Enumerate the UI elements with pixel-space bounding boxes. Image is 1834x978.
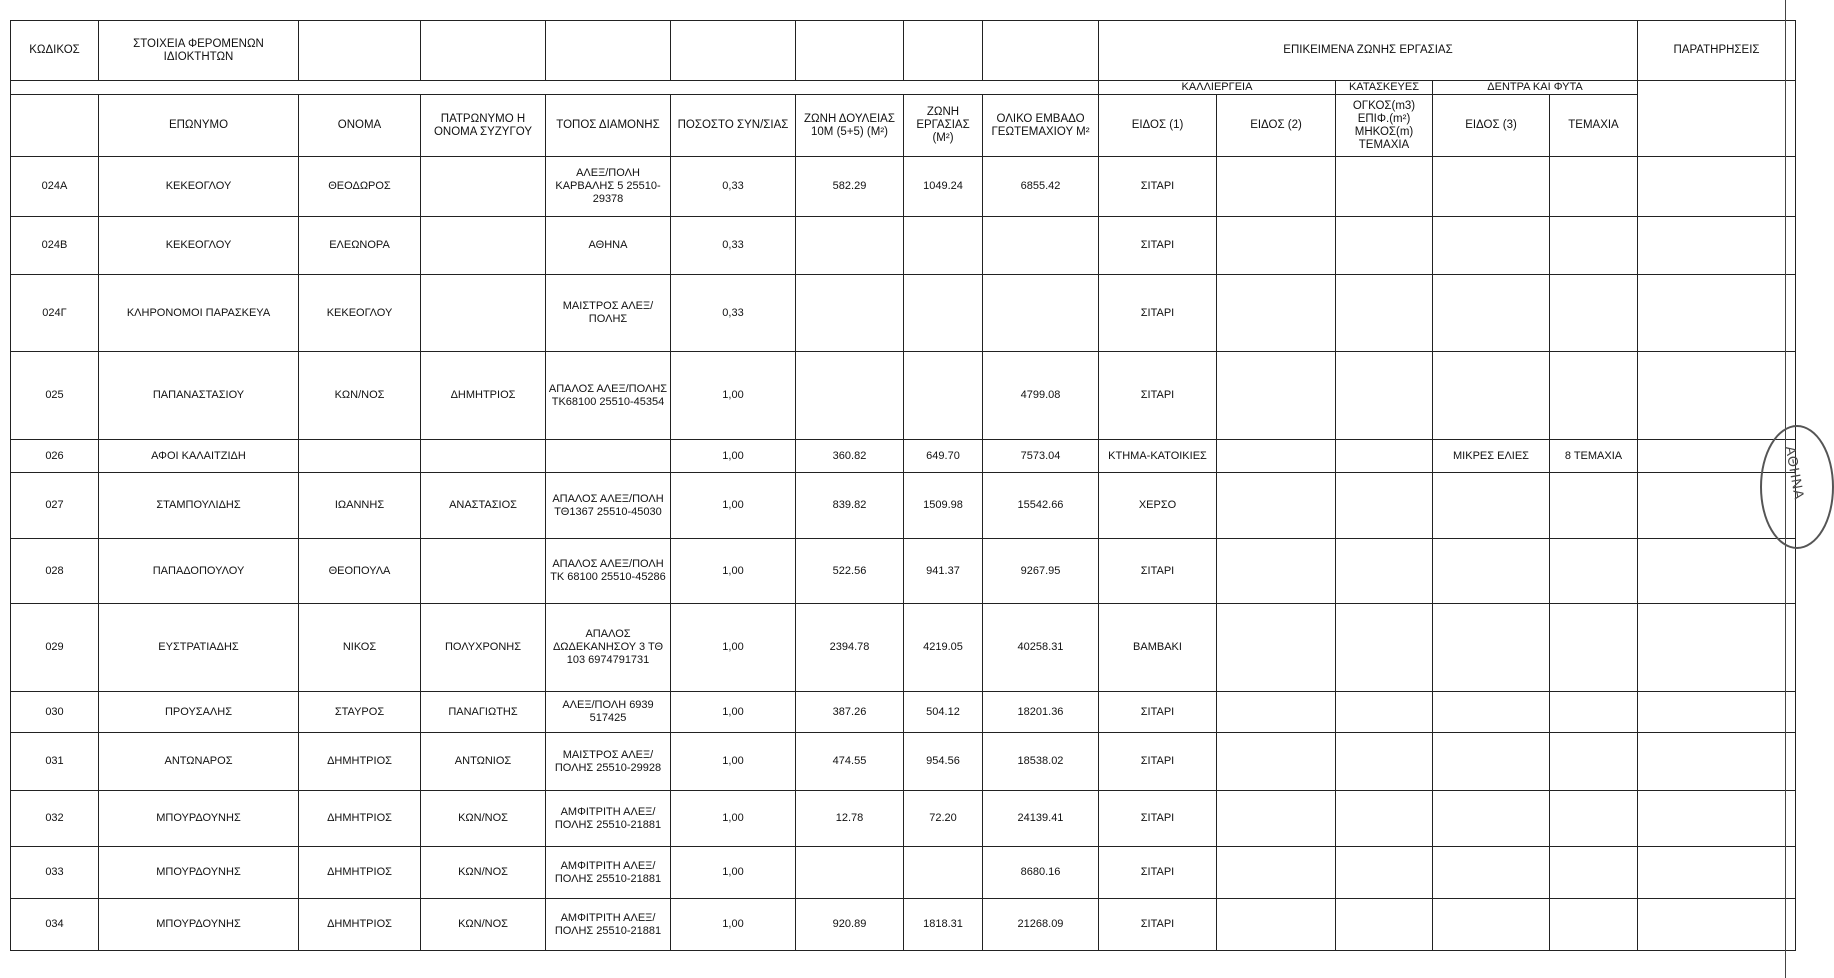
- cell-surname: ΣΤΑΜΠΟΥΛΙΔΗΣ: [99, 473, 299, 539]
- cell-residence: ΑΠΑΛΟΣ ΑΛΕΞ/ΠΟΛΗΣ ΤΚ68100 25510-45354: [546, 352, 671, 440]
- cell-residence: ΑΜΦΙΤΡΙΤΗ ΑΛΕΞ/ΠΟΛΗΣ 25510-21881: [546, 791, 671, 847]
- cell-kind-2: [1217, 157, 1336, 217]
- cell-code: 025: [11, 352, 99, 440]
- cell-share: 1,00: [671, 473, 796, 539]
- cell-remarks: [1638, 692, 1796, 733]
- cell-total-area: 8680.16: [983, 847, 1099, 899]
- cell-work-zone: 954.56: [904, 733, 983, 791]
- cell-kind-1: ΣΙΤΑΡΙ: [1099, 733, 1217, 791]
- cell-residence: ΑΘΗΝΑ: [546, 217, 671, 275]
- cell-volume: [1336, 604, 1433, 692]
- cell-work-zone: [904, 352, 983, 440]
- cell-kind-3: [1433, 604, 1550, 692]
- cell-total-area: 4799.08: [983, 352, 1099, 440]
- cell-remarks: [1638, 275, 1796, 352]
- cell-volume: [1336, 352, 1433, 440]
- cell-kind-2: [1217, 275, 1336, 352]
- cell-pieces: 8 ΤΕΜΑΧΙΑ: [1550, 440, 1638, 473]
- cell-volume: [1336, 157, 1433, 217]
- table-row: [11, 791, 1796, 847]
- table-row: [11, 217, 1796, 275]
- cell-total-area: 18538.02: [983, 733, 1099, 791]
- property-table-sheet: [10, 20, 1796, 951]
- cell-work-zone-10m: 474.55: [796, 733, 904, 791]
- cell-residence: ΑΜΦΙΤΡΙΤΗ ΑΛΕΞ/ΠΟΛΗΣ 25510-21881: [546, 847, 671, 899]
- header-structures: ΚΑΤΑΣΚΕΥΕΣ: [1336, 81, 1433, 95]
- cell-total-area: [983, 217, 1099, 275]
- cell-work-zone-10m: 522.56: [796, 539, 904, 604]
- cell-volume: [1336, 275, 1433, 352]
- cell-work-zone: 1049.24: [904, 157, 983, 217]
- cell-volume: [1336, 899, 1433, 951]
- cell-work-zone: [904, 217, 983, 275]
- cell-total-area: 6855.42: [983, 157, 1099, 217]
- cell-work-zone-10m: 2394.78: [796, 604, 904, 692]
- cell-residence: ΑΠΑΛΟΣ ΔΩΔΕΚΑΝΗΣΟΥ 3 ΤΘ 103 6974791731: [546, 604, 671, 692]
- cell-code: 026: [11, 440, 99, 473]
- cell-kind-3: [1433, 539, 1550, 604]
- cell-code: 031: [11, 733, 99, 791]
- cell-residence: ΑΛΕΞ/ΠΟΛΗ ΚΑΡΒΑΛΗΣ 5 25510-29378: [546, 157, 671, 217]
- cell-code: 029: [11, 604, 99, 692]
- cell-work-zone: [904, 847, 983, 899]
- cell-name: ΘΕΟΔΩΡΟΣ: [299, 157, 421, 217]
- header-work-zone: ΖΩΝΗ ΕΡΓΑΣΙΑΣ (Μ²): [904, 95, 983, 157]
- cell-work-zone-10m: 920.89: [796, 899, 904, 951]
- cell-code: 028: [11, 539, 99, 604]
- cell-surname: ΠΑΠΑΝΑΣΤΑΣΙΟΥ: [99, 352, 299, 440]
- cell-work-zone: [904, 275, 983, 352]
- cell-volume: [1336, 539, 1433, 604]
- cell-pieces: [1550, 791, 1638, 847]
- cell-share: 1,00: [671, 733, 796, 791]
- cell-kind-3: [1433, 733, 1550, 791]
- cell-share: 1,00: [671, 604, 796, 692]
- cell-work-zone: 1509.98: [904, 473, 983, 539]
- property-owners-table: [10, 20, 1796, 951]
- cell-kind-1: ΣΙΤΑΡΙ: [1099, 157, 1217, 217]
- cell-pieces: [1550, 352, 1638, 440]
- cell-residence: ΑΜΦΙΤΡΙΤΗ ΑΛΕΞ/ΠΟΛΗΣ 25510-21881: [546, 899, 671, 951]
- cell-share: 1,00: [671, 692, 796, 733]
- table-row: [11, 440, 1796, 473]
- cell-work-zone-10m: [796, 217, 904, 275]
- header-owner-info: ΣΤΟΙΧΕΙΑ ΦΕΡΟΜΕΝΩΝ ΙΔΙΟΚΤΗΤΩΝ: [99, 21, 299, 81]
- header-empty-cell: [904, 21, 983, 81]
- cell-kind-2: [1217, 217, 1336, 275]
- cell-work-zone-10m: 360.82: [796, 440, 904, 473]
- cell-work-zone-10m: [796, 352, 904, 440]
- cell-surname: ΚΕΚΕΟΓΛΟΥ: [99, 217, 299, 275]
- header-kind-2: ΕΙΔΟΣ (2): [1217, 95, 1336, 157]
- cell-kind-3: [1433, 217, 1550, 275]
- cell-name: ΔΗΜΗΤΡΙΟΣ: [299, 899, 421, 951]
- header-pieces: ΤΕΜΑΧΙΑ: [1550, 95, 1638, 157]
- cell-code: 024Β: [11, 217, 99, 275]
- cell-surname: ΚΕΚΕΟΓΛΟΥ: [99, 157, 299, 217]
- cell-kind-3: [1433, 791, 1550, 847]
- cell-remarks: [1638, 604, 1796, 692]
- cell-name: ΙΩΑΝΝΗΣ: [299, 473, 421, 539]
- cell-kind-1: ΣΙΤΑΡΙ: [1099, 791, 1217, 847]
- header-crops: ΚΑΛΛΙΕΡΓΕΙΑ: [1099, 81, 1336, 95]
- cell-kind-1: ΣΙΤΑΡΙ: [1099, 275, 1217, 352]
- cell-patronymic: ΠΟΛΥΧΡΟΝΗΣ: [421, 604, 546, 692]
- cell-surname: ΠΑΠΑΔΟΠΟΥΛΟΥ: [99, 539, 299, 604]
- cell-patronymic: [421, 217, 546, 275]
- cell-share: 1,00: [671, 847, 796, 899]
- cell-kind-3: [1433, 899, 1550, 951]
- cell-name: ΚΩΝ/ΝΟΣ: [299, 352, 421, 440]
- cell-share: 1,00: [671, 440, 796, 473]
- cell-remarks: [1638, 217, 1796, 275]
- cell-work-zone: 4219.05: [904, 604, 983, 692]
- cell-kind-1: ΧΕΡΣΟ: [1099, 473, 1217, 539]
- cell-share: 0,33: [671, 217, 796, 275]
- cell-kind-3: [1433, 352, 1550, 440]
- cell-pieces: [1550, 692, 1638, 733]
- cell-name: ΝΙΚΟΣ: [299, 604, 421, 692]
- cell-share: 0,33: [671, 157, 796, 217]
- header-remarks: ΠΑΡΑΤΗΡΗΣΕΙΣ: [1638, 21, 1796, 81]
- cell-name: ΔΗΜΗΤΡΙΟΣ: [299, 733, 421, 791]
- cell-name: ΕΛΕΩΝΟΡΑ: [299, 217, 421, 275]
- cell-name: ΔΗΜΗΤΡΙΟΣ: [299, 791, 421, 847]
- header-patronymic: ΠΑΤΡΩΝΥΜΟ Η ΟΝΟΜΑ ΣΥΖΥΓΟΥ: [421, 95, 546, 157]
- cell-total-area: 18201.36: [983, 692, 1099, 733]
- cell-remarks: [1638, 733, 1796, 791]
- cell-kind-1: ΒΑΜΒΑΚΙ: [1099, 604, 1217, 692]
- cell-total-area: 15542.66: [983, 473, 1099, 539]
- cell-kind-1: ΚΤΗΜΑ-ΚΑΤΟΙΚΙΕΣ: [1099, 440, 1217, 473]
- header-surname: ΕΠΩΝΥΜΟ: [99, 95, 299, 157]
- header-work-zone-10m: ΖΩΝΗ ΔΟΥΛΕΙΑΣ 10Μ (5+5) (Μ²): [796, 95, 904, 157]
- cell-total-area: 21268.09: [983, 899, 1099, 951]
- header-name: ΟΝΟΜΑ: [299, 95, 421, 157]
- cell-surname: ΜΠΟΥΡΔΟΥΝΗΣ: [99, 899, 299, 951]
- cell-code: 034: [11, 899, 99, 951]
- header-share: ΠΟΣΟΣΤΟ ΣΥΝ/ΣΙΑΣ: [671, 95, 796, 157]
- cell-kind-1: ΣΙΤΑΡΙ: [1099, 217, 1217, 275]
- cell-pieces: [1550, 733, 1638, 791]
- cell-residence: ΑΛΕΞ/ΠΟΛΗ 6939 517425: [546, 692, 671, 733]
- cell-code: 027: [11, 473, 99, 539]
- cell-volume: [1336, 473, 1433, 539]
- header-empty-cell: [983, 21, 1099, 81]
- cell-total-area: 9267.95: [983, 539, 1099, 604]
- header-empty-cell: [299, 21, 421, 81]
- cell-work-zone-10m: [796, 847, 904, 899]
- cell-surname: ΠΡΟΥΣΑΛΗΣ: [99, 692, 299, 733]
- cell-patronymic: [421, 440, 546, 473]
- cell-pieces: [1550, 539, 1638, 604]
- cell-patronymic: ΑΝΑΣΤΑΣΙΟΣ: [421, 473, 546, 539]
- cell-work-zone: 504.12: [904, 692, 983, 733]
- cell-pieces: [1550, 217, 1638, 275]
- table-row: [11, 539, 1796, 604]
- table-row: [11, 899, 1796, 951]
- cell-total-area: 7573.04: [983, 440, 1099, 473]
- header-empty-cell: [796, 21, 904, 81]
- cell-remarks: [1638, 539, 1796, 604]
- cell-share: 1,00: [671, 791, 796, 847]
- cell-share: 0,33: [671, 275, 796, 352]
- cell-residence: ΑΠΑΛΟΣ ΑΛΕΞ/ΠΟΛΗ ΤΚ 68100 25510-45286: [546, 539, 671, 604]
- cell-pieces: [1550, 847, 1638, 899]
- header-kind-1: ΕΙΔΟΣ (1): [1099, 95, 1217, 157]
- cell-name: ΔΗΜΗΤΡΙΟΣ: [299, 847, 421, 899]
- cell-residence: ΜΑΙΣΤΡΟΣ ΑΛΕΞ/ΠΟΛΗΣ: [546, 275, 671, 352]
- cell-work-zone-10m: 12.78: [796, 791, 904, 847]
- header-row-2: [11, 95, 1796, 157]
- cell-volume: [1336, 847, 1433, 899]
- table-row: [11, 733, 1796, 791]
- cell-volume: [1336, 217, 1433, 275]
- cell-kind-2: [1217, 539, 1336, 604]
- header-empty-cell: [11, 95, 99, 157]
- cell-kind-1: ΣΙΤΑΡΙ: [1099, 352, 1217, 440]
- cell-volume: [1336, 733, 1433, 791]
- official-stamp: [1760, 425, 1834, 549]
- cell-share: 1,00: [671, 539, 796, 604]
- header-empty-cell: [546, 21, 671, 81]
- cell-kind-3: [1433, 847, 1550, 899]
- cell-name: [299, 440, 421, 473]
- cell-volume: [1336, 692, 1433, 733]
- header-affected-work-zone: ΕΠΙΚΕΙΜΕΝΑ ΖΩΝΗΣ ΕΡΓΑΣΙΑΣ: [1099, 21, 1638, 81]
- cell-code: 032: [11, 791, 99, 847]
- cell-residence: ΜΑΙΣΤΡΟΣ ΑΛΕΞ/ΠΟΛΗΣ 25510-29928: [546, 733, 671, 791]
- cell-kind-1: ΣΙΤΑΡΙ: [1099, 692, 1217, 733]
- cell-surname: ΜΠΟΥΡΔΟΥΝΗΣ: [99, 847, 299, 899]
- cell-kind-3: [1433, 275, 1550, 352]
- cell-pieces: [1550, 157, 1638, 217]
- cell-patronymic: [421, 539, 546, 604]
- cell-work-zone-10m: [796, 275, 904, 352]
- table-row: [11, 692, 1796, 733]
- header-kind-3: ΕΙΔΟΣ (3): [1433, 95, 1550, 157]
- header-spacer-row: [11, 81, 1796, 95]
- cell-kind-2: [1217, 473, 1336, 539]
- cell-code: 024Γ: [11, 275, 99, 352]
- cell-pieces: [1550, 473, 1638, 539]
- header-spacer-cell: [11, 81, 1099, 95]
- cell-surname: ΜΠΟΥΡΔΟΥΝΗΣ: [99, 791, 299, 847]
- cell-patronymic: ΑΝΤΩΝΙΟΣ: [421, 733, 546, 791]
- cell-share: 1,00: [671, 899, 796, 951]
- header-residence: ΤΟΠΟΣ ΔΙΑΜΟΝΗΣ: [546, 95, 671, 157]
- cell-patronymic: ΚΩΝ/ΝΟΣ: [421, 899, 546, 951]
- cell-kind-2: [1217, 440, 1336, 473]
- cell-kind-2: [1217, 733, 1336, 791]
- cell-residence: ΑΠΑΛΟΣ ΑΛΕΞ/ΠΟΛΗ ΤΘ1367 25510-45030: [546, 473, 671, 539]
- cell-work-zone-10m: 387.26: [796, 692, 904, 733]
- cell-kind-1: ΣΙΤΑΡΙ: [1099, 899, 1217, 951]
- header-remarks-lower: [1638, 81, 1796, 157]
- cell-kind-2: [1217, 847, 1336, 899]
- table-row: [11, 473, 1796, 539]
- cell-residence: [546, 440, 671, 473]
- cell-code: 024Α: [11, 157, 99, 217]
- cell-work-zone: 649.70: [904, 440, 983, 473]
- table-row: [11, 275, 1796, 352]
- cell-total-area: 40258.31: [983, 604, 1099, 692]
- cell-remarks: [1638, 847, 1796, 899]
- cell-code: 030: [11, 692, 99, 733]
- cell-patronymic: [421, 275, 546, 352]
- cell-name: ΣΤΑΥΡΟΣ: [299, 692, 421, 733]
- cell-remarks: [1638, 157, 1796, 217]
- cell-surname: ΚΛΗΡΟΝΟΜΟΙ ΠΑΡΑΣΚΕΥΑ: [99, 275, 299, 352]
- cell-surname: ΕΥΣΤΡΑΤΙΑΔΗΣ: [99, 604, 299, 692]
- cell-work-zone: 941.37: [904, 539, 983, 604]
- cell-patronymic: [421, 157, 546, 217]
- cell-remarks: [1638, 352, 1796, 440]
- table-row: [11, 157, 1796, 217]
- cell-total-area: [983, 275, 1099, 352]
- cell-kind-3: [1433, 692, 1550, 733]
- header-code: ΚΩΔΙΚΟΣ: [11, 21, 99, 81]
- cell-kind-3: [1433, 157, 1550, 217]
- cell-name: ΘΕΟΠΟΥΛΑ: [299, 539, 421, 604]
- cell-pieces: [1550, 604, 1638, 692]
- cell-patronymic: ΚΩΝ/ΝΟΣ: [421, 847, 546, 899]
- header-empty-cell: [671, 21, 796, 81]
- cell-volume: [1336, 440, 1433, 473]
- header-row-1: [11, 21, 1796, 81]
- table-row: [11, 604, 1796, 692]
- cell-patronymic: ΠΑΝΑΓΙΩΤΗΣ: [421, 692, 546, 733]
- cell-pieces: [1550, 899, 1638, 951]
- cell-patronymic: ΚΩΝ/ΝΟΣ: [421, 791, 546, 847]
- cell-kind-2: [1217, 791, 1336, 847]
- cell-kind-3: [1433, 473, 1550, 539]
- cell-work-zone-10m: 839.82: [796, 473, 904, 539]
- header-empty-cell: [421, 21, 546, 81]
- cell-volume: [1336, 791, 1433, 847]
- cell-name: ΚΕΚΕΟΓΛΟΥ: [299, 275, 421, 352]
- cell-work-zone: 72.20: [904, 791, 983, 847]
- cell-patronymic: ΔΗΜΗΤΡΙΟΣ: [421, 352, 546, 440]
- cell-share: 1,00: [671, 352, 796, 440]
- cell-remarks: [1638, 899, 1796, 951]
- header-total-area: ΟΛΙΚΟ ΕΜΒΑΔΟ ΓΕΩΤΕΜΑΧΙΟΥ Μ²: [983, 95, 1099, 157]
- cell-kind-2: [1217, 352, 1336, 440]
- table-row: [11, 352, 1796, 440]
- cell-remarks: [1638, 791, 1796, 847]
- header-trees: ΔΕΝΤΡΑ ΚΑΙ ΦΥΤΑ: [1433, 81, 1638, 95]
- cell-kind-3: ΜΙΚΡΕΣ ΕΛΙΕΣ: [1433, 440, 1550, 473]
- cell-surname: ΑΦΟΙ ΚΑΛΑΙΤΖΙΔΗ: [99, 440, 299, 473]
- cell-kind-2: [1217, 604, 1336, 692]
- cell-code: 033: [11, 847, 99, 899]
- table-row: [11, 847, 1796, 899]
- header-volume: ΟΓΚΟΣ(m3) ΕΠΙΦ.(m²) ΜΗΚΟΣ(m) ΤΕΜΑΧΙΑ: [1336, 95, 1433, 157]
- cell-work-zone: 1818.31: [904, 899, 983, 951]
- cell-kind-1: ΣΙΤΑΡΙ: [1099, 539, 1217, 604]
- cell-kind-2: [1217, 899, 1336, 951]
- cell-kind-2: [1217, 692, 1336, 733]
- cell-kind-1: ΣΙΤΑΡΙ: [1099, 847, 1217, 899]
- cell-work-zone-10m: 582.29: [796, 157, 904, 217]
- stamp-text: ΑΘΗΝΑ: [1782, 444, 1808, 502]
- cell-total-area: 24139.41: [983, 791, 1099, 847]
- cell-surname: ΑΝΤΩΝΑΡΟΣ: [99, 733, 299, 791]
- cell-pieces: [1550, 275, 1638, 352]
